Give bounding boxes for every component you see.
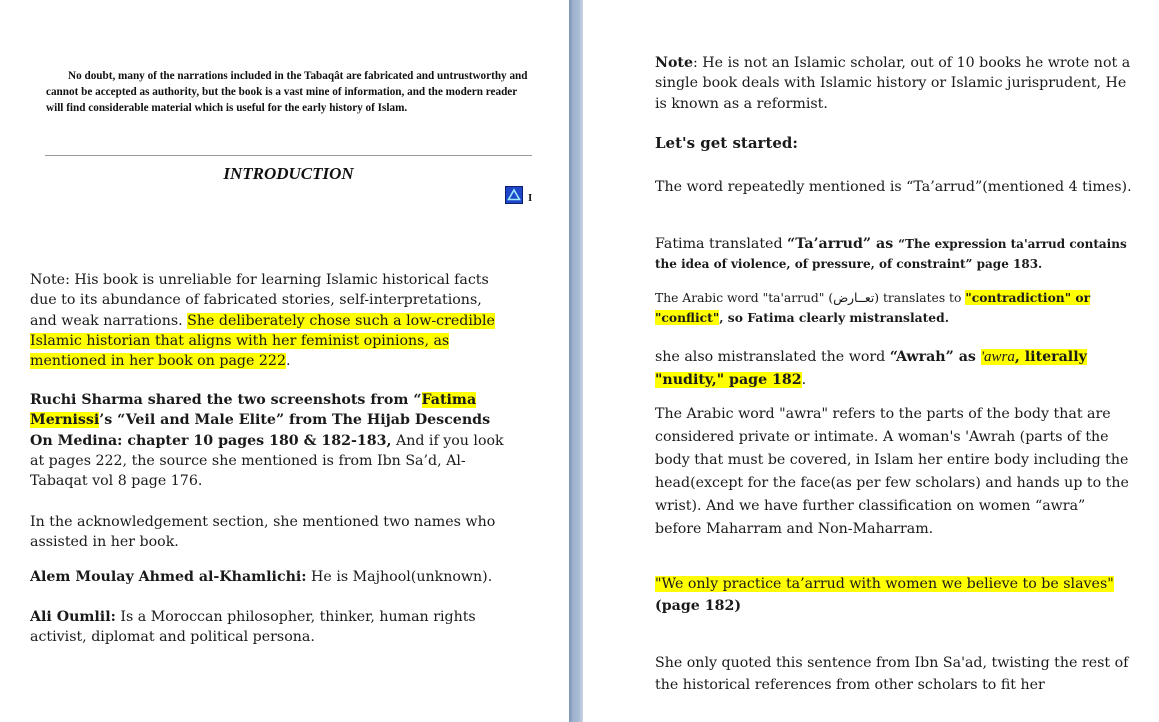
note-paragraph-right [655,53,1135,114]
ali-paragraph [30,607,510,648]
alem-text: He is Majhool(unknown). [306,569,493,585]
triangle-marker-icon[interactable] [505,186,523,204]
taarrud-term: “Ta’arrud” [787,236,872,252]
fatima-translation-paragraph [655,234,1135,275]
note-text: : His book is unreliable for learning Islamic historical facts due to its abundance of fabricated stories, self-interpretations, and weak narrations. [30,272,489,329]
left-page [0,0,569,722]
quoted-only-paragraph: She only quoted this sentence from Ibn Sa'ad, twisting the rest of the historical references from other scholars to fit her [655,655,1129,693]
ruchi-text-1: Ruchi Sharma shared the two screenshots from “ [30,392,422,408]
author-name-highlight: Fatima Mernissi [30,392,477,429]
quoted-sentence-highlight: "We only practice ta’arrud with women we believe to be slaves" [655,576,1114,592]
alem-paragraph [30,567,510,587]
note-label-right: Note [655,55,694,71]
note-text-right: : He is not an Islamic scholar, out of 10 books he wrote not a single book deals with Islamic history or Islamic jurisprudent, He is known as a reformist. [655,55,1131,112]
right-page [583,0,1159,722]
note-label: Note [30,272,66,288]
awrah-as: as [953,349,981,365]
divider-line [45,155,532,156]
ruchi-text-2: ’s “Veil and Male Elite” from The Hijab Descends On Medina: chapter 10 pages 180 & 182-183, [30,412,491,449]
marker-letter: I [528,192,533,204]
ali-text: Is a Moroccan philosopher, thinker, human rights activist, diplomat and political persona. [30,609,476,646]
awra-italic-highlight: 'awra [980,349,1015,365]
awra-definition-paragraph: The Arabic word "awra" refers to the parts of the body that are considered private or intimate. A woman's 'Awrah (parts of the body that must be covered, in Islam her entire body including the head(except for the face(as per few scholars) and hands up to the wrist). And we have further classification on women “awra” before Maharram and Non-Maharram. [655,406,1129,537]
awrah-mistranslation-paragraph [655,346,1135,392]
highlighted-note-text: She deliberately chose such a low-credible Islamic historian that aligns with her feminist opinions, as mentioned in her book on page 222 [30,312,495,370]
nudity-highlight: , literally "nudity," page 182 [655,349,1087,388]
arabic-translation-paragraph [655,288,1135,328]
fatima-prefix: Fatima translated [655,236,788,252]
ruchi-sharma-paragraph [30,390,510,491]
awrah-term: “Awrah” [889,349,954,365]
arabic-suffix: , so Fatima clearly mistranslated. [719,310,949,325]
alem-name: Alem Moulay Ahmed al-Khamlichi: [30,569,307,585]
lets-get-started-heading: Let's get started: [655,134,798,152]
introduction-heading: INTRODUCTION [223,164,354,183]
quoted-sentence-paragraph [655,573,1135,617]
page-separator [569,0,583,722]
tabaqat-quote: No doubt, many of the narrations included in the Tabaqât are fabricated and untrustworthy and cannot be accepted as authority, but the book is a vast mine of information, and the modern reader will find considerable material which is useful for the early history of Islam. [46,70,528,114]
awrah-suffix: . [801,372,807,388]
as-word: as [871,236,899,252]
ruchi-text-3: And if you look at pages 222, the source she mentioned is from Ibn Sa’d, Al-Tabaqat vol 8 page 176. [30,432,504,490]
awrah-prefix: she also mistranslated the word [655,349,890,365]
note-paragraph-left [30,270,510,371]
page-reference: (page 182) [655,598,742,614]
fatima-quote: “The expression ta'arrud contains the idea of violence, of pressure, of constraint” page 183. [655,237,1127,272]
taarrud-mention-paragraph: The word repeatedly mentioned is “Ta’arrud”(mentioned 4 times). [655,179,1132,195]
note-end: . [285,353,291,370]
arabic-prefix: The Arabic word "ta'arrud" (تعــارض) translates to [655,291,966,305]
contradiction-highlight: "contradiction" or "conflict" [655,290,1091,325]
ali-name: Ali Oumlil: [30,609,116,625]
acknowledgement-paragraph: In the acknowledgement section, she mentioned two names who assisted in her book. [30,514,496,551]
